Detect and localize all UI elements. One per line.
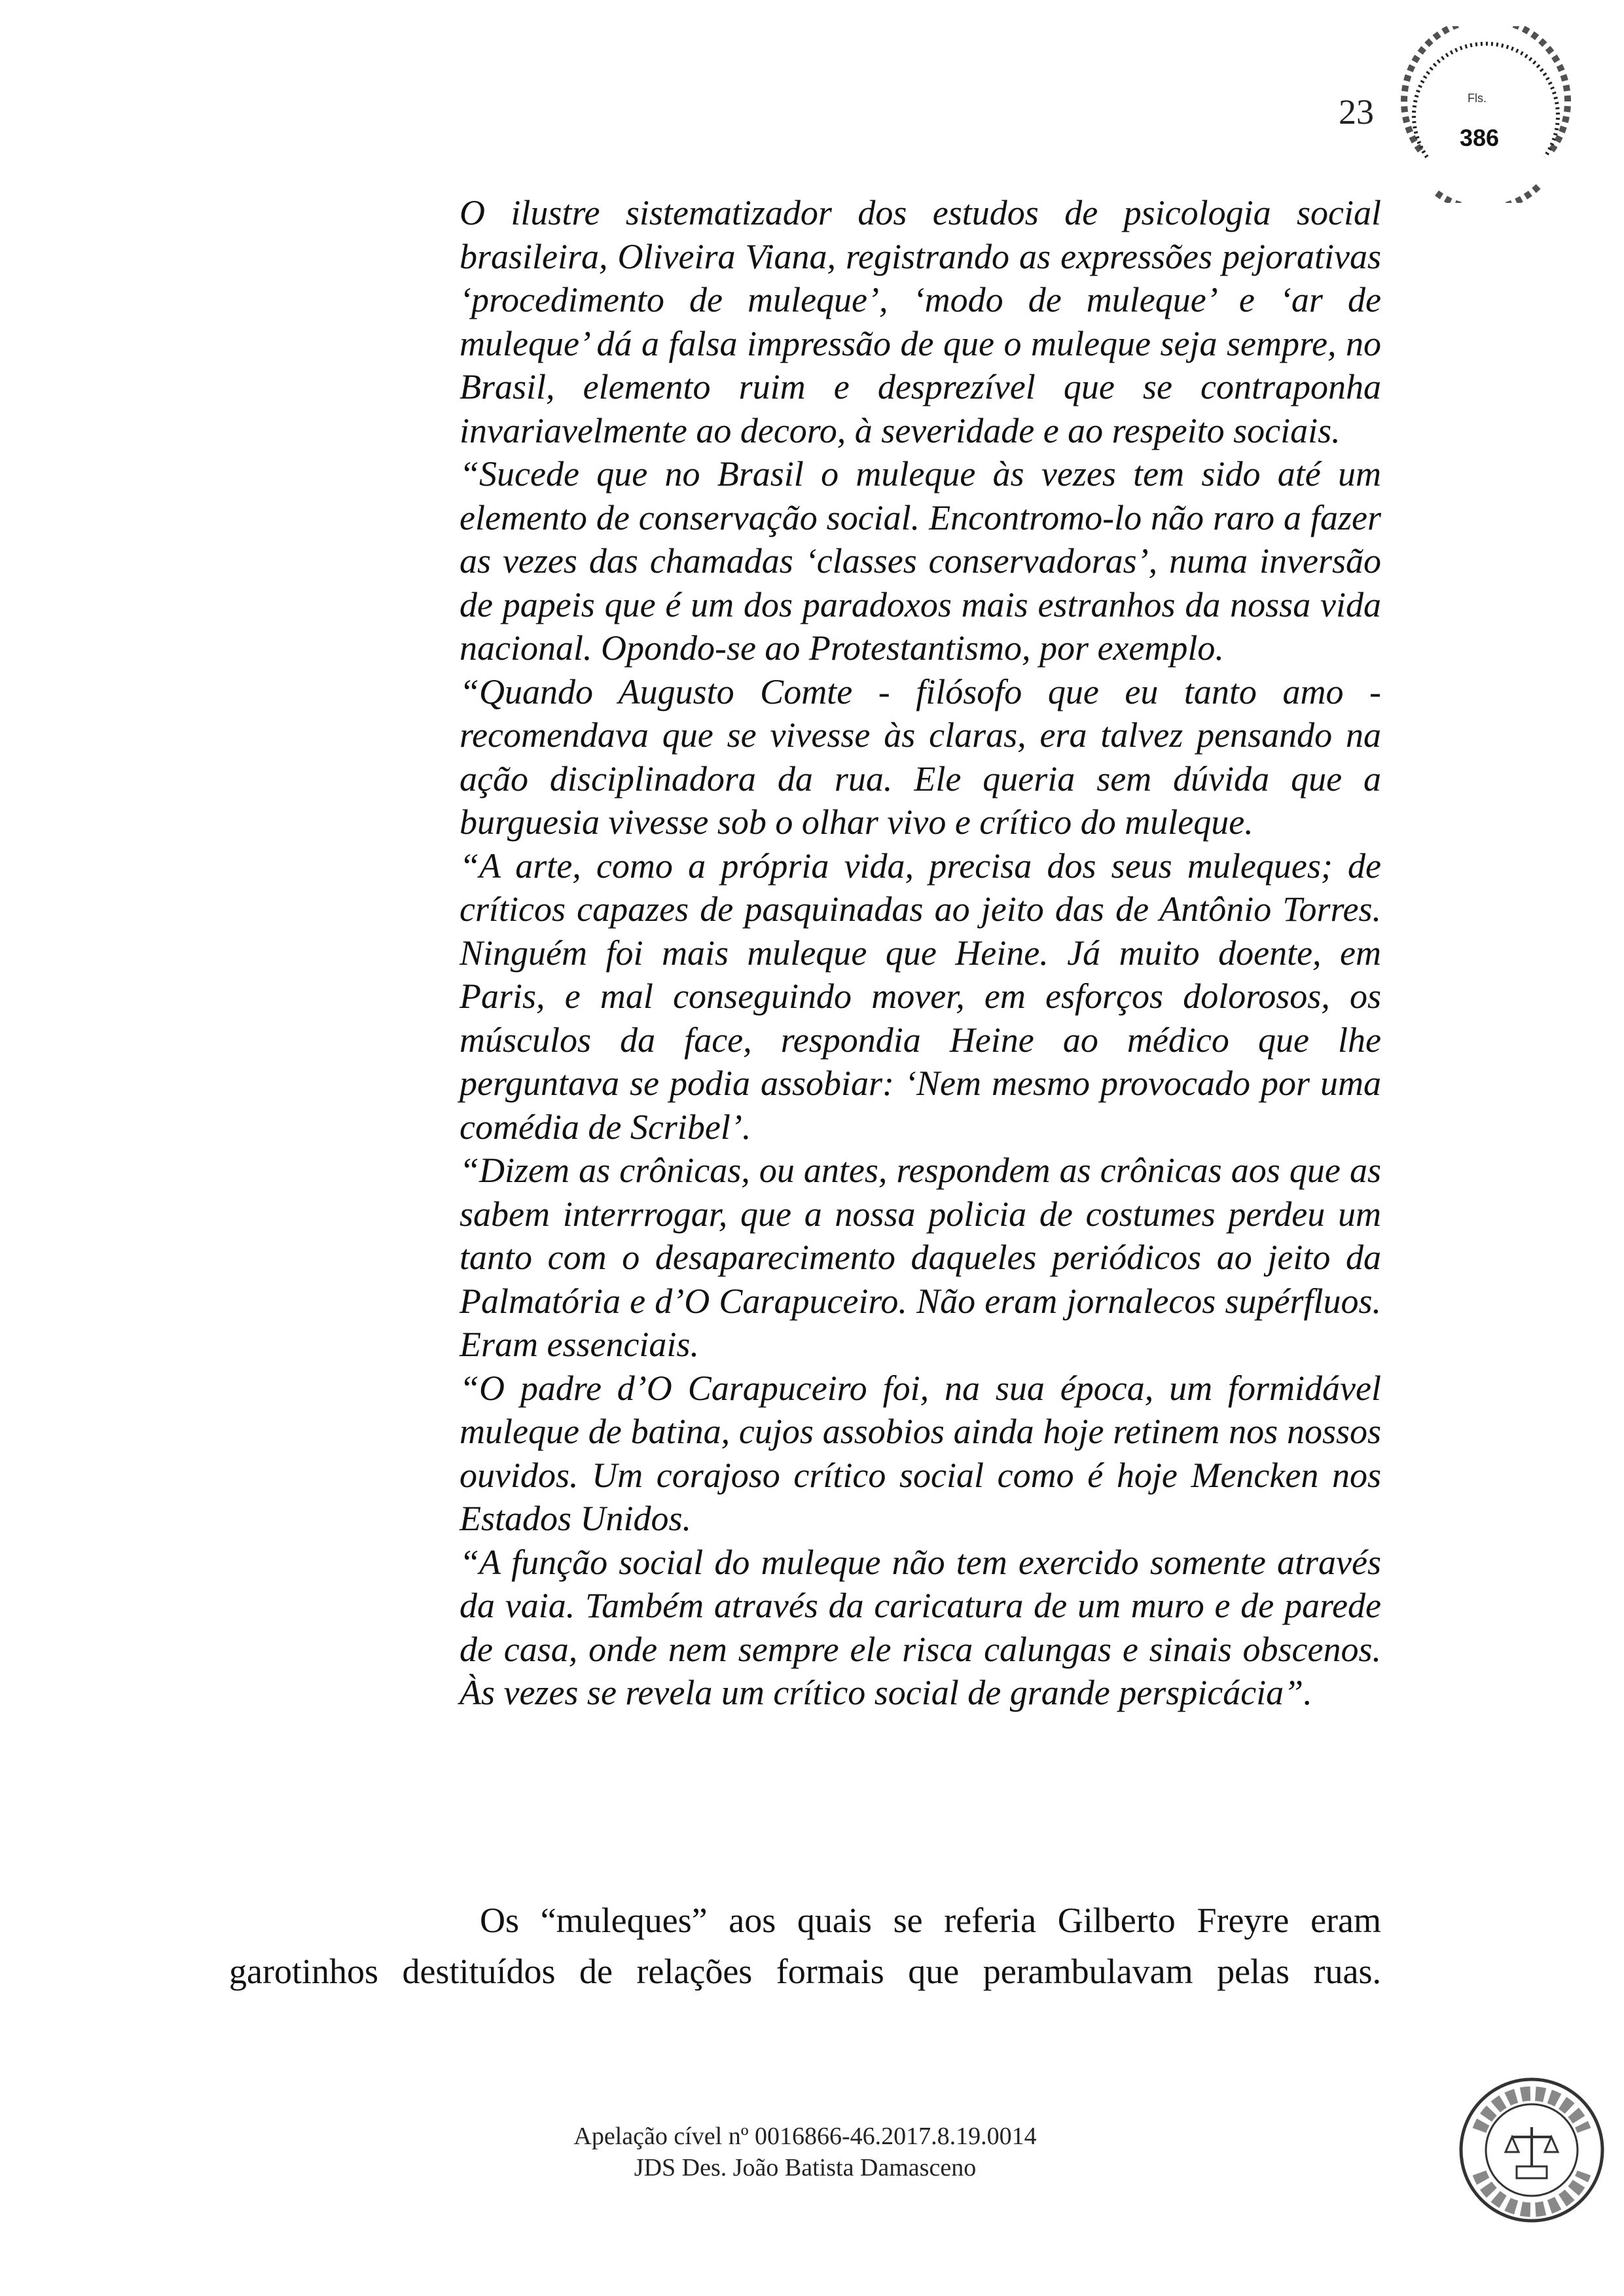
stamp-ring-icon bbox=[1401, 26, 1571, 203]
digital-signature-seal bbox=[1456, 2075, 1607, 2225]
stamp-small-text: Fls. bbox=[1468, 92, 1487, 105]
court-stamp bbox=[1401, 26, 1571, 203]
quote-paragraph: “Sucede que no Brasil o muleque às vezes tem sido até um elemento de conservação social. Encontromo-lo não raro a fazer as vezes das chamadas ‘classes conservadoras’, numa inversão de papeis que é um dos paradoxos mais estranhos da nossa vida nacional. Opondo-se ao Protestantismo, por exemplo. bbox=[460, 454, 1381, 668]
page-number: 23 bbox=[1339, 92, 1374, 132]
footer bbox=[458, 2121, 1152, 2183]
quote-paragraph: “Dizem as crônicas, ou antes, respondem as crônicas aos que as sabem interrrogar, que a nossa policia de costumes perdeu um tanto com o desaparecimento daqueles periódicos ao jeito da Palmatória e d’O Carapuceiro. Não eram jornalecos supérfluos. Eram essenciais. bbox=[460, 1151, 1381, 1364]
quote-paragraph: “O padre d’O Carapuceiro foi, na sua época, um formidável muleque de batina, cujos assobios ainda hoje retinem nos nossos ouvidos. Um corajoso crítico social como é hoje Mencken nos Estados Unidos. bbox=[460, 1368, 1381, 1538]
stamp-page-number: 386 bbox=[1460, 124, 1500, 151]
footer-judge-name: JDS Des. João Batista Damasceno bbox=[634, 2154, 977, 2181]
quote-paragraph: O ilustre sistematizador dos estudos de psicologia social brasileira, Oliveira Viana, registrando as expressões pejorativas ‘procedimento de muleque’, ‘modo de muleque’ e ‘ar de muleque’ dá a falsa impressão de que o muleque seja sempre, no Brasil, elemento ruim e desprezível que se contraponha invariavelmente ao decoro, à severidade e ao respeito sociais. bbox=[460, 193, 1381, 450]
quote-paragraph: “A arte, como a própria vida, precisa dos seus muleques; de críticos capazes de pasquinadas ao jeito das de Antônio Torres. Ninguém foi mais muleque que Heine. Já muito doente, em Paris, e mal conseguindo mover, em esforços dolorosos, os músculos da face, respondia Heine ao médico que lhe perguntava se podia assobiar: ‘Nem mesmo provocado por uma comédia de Scribel’. bbox=[460, 846, 1381, 1147]
footer-case-number: Apelação cível nº 0016866-46.2017.8.19.0014 bbox=[573, 2123, 1037, 2150]
quote-block bbox=[460, 191, 1381, 1715]
quote-paragraph: “Quando Augusto Comte - filósofo que eu tanto amo - recomendava que se vivesse às claras, era talvez pensando na ação disciplinadora da rua. Ele queria sem dúvida que a burguesia vivesse sob o olhar vivo e crítico do muleque. bbox=[460, 672, 1381, 842]
quote-paragraph: “A função social do muleque não tem exercido somente através da vaia. Também através da caricatura de um muro e de parede de casa, onde nem sempre ele risca calungas e sinais obscenos. Às vezes se revela um crítico social de grande perspicácia”. bbox=[460, 1542, 1381, 1712]
signature-seal-icon bbox=[1456, 2075, 1607, 2225]
body-paragraph: Os “muleques” aos quais se referia Gilberto Freyre eram garotinhos destituídos de relações formais que perambulavam pelas ruas. bbox=[229, 1901, 1381, 1991]
body-paragraph-block bbox=[229, 1895, 1381, 1997]
